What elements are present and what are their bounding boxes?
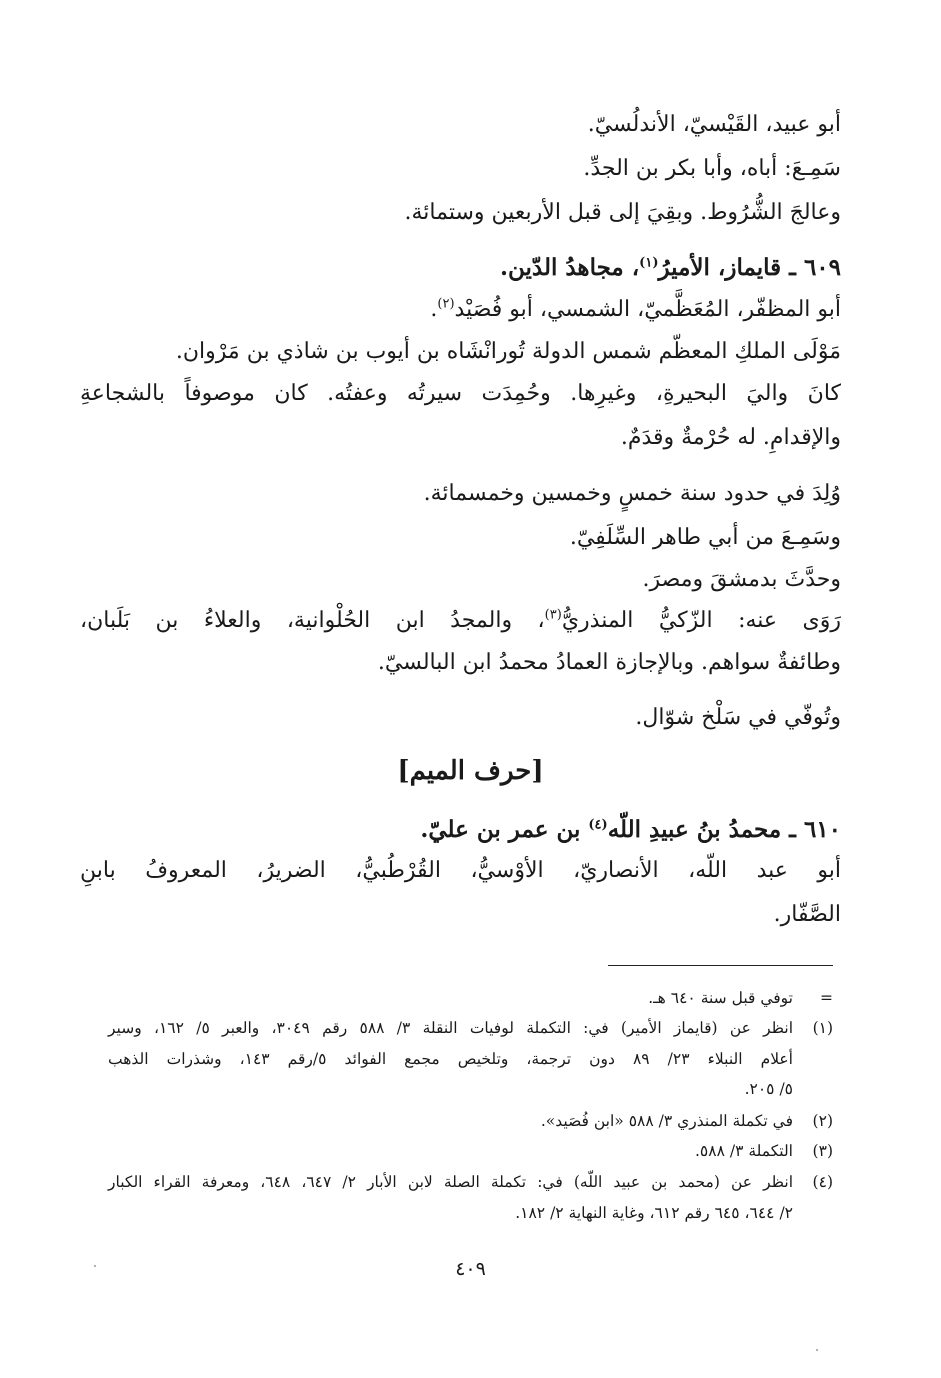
body-line: أبو عبيد، القَيْسيّ، الأندلُسيّ. xyxy=(587,112,841,137)
footnote-text: في تكملة المنذري ٣/ ٥٨٨ «ابن فُصَيد». xyxy=(540,1112,793,1130)
footnote xyxy=(108,1109,833,1133)
footnote-text: انظر عن (قايماز الأمير) في: التكملة لوفيات النقلة ٣/ ٥٨٨ رقم ٣٠٤٩، والعبر ٥/ ١٦٢، وسير xyxy=(108,1019,794,1037)
entry-heading-610 xyxy=(100,815,841,845)
body-text-span: . xyxy=(430,297,438,322)
entry-heading-text: ٦٠٩ ـ قايماز، الأميرُ xyxy=(658,254,841,281)
scan-speck xyxy=(816,1349,818,1351)
body-line: وسَمِـعَ من أبي طاهر السِّلَفِيّ. xyxy=(569,525,841,550)
footnote-number: (١) xyxy=(812,1019,834,1037)
footnote-number: (٢) xyxy=(812,1112,833,1130)
body-line: مَوْلَى الملكِ المعظّم شمس الدولة تُورانْشَاه بن أيوب بن شاذي بن مَرْوان. xyxy=(175,339,841,364)
footnote-number: (٣) xyxy=(812,1142,833,1160)
body-line: والإقدامِ. له حُرْمةٌ وقدَمٌ. xyxy=(620,425,841,450)
footnote-continuation: ٥/ ٢٠٥. xyxy=(744,1080,793,1098)
footnote-number: (٤) xyxy=(812,1173,833,1191)
body-text-span: رَوَى عنه: الزّكيُّ المنذريُّ xyxy=(561,608,841,633)
footnote-divider xyxy=(608,965,833,966)
entry-heading-609 xyxy=(100,253,841,283)
footnote xyxy=(108,1016,833,1040)
body-text-span: أبو المظفّر، المُعَظَّميّ، الشمسي، أبو فُصَيْد xyxy=(454,297,841,322)
footnote-text: التكملة ٣/ ٥٨٨. xyxy=(694,1142,793,1160)
section-heading: [حرف الميم] xyxy=(397,756,544,786)
body-line: أبو عبد اللّه، الأنصاريّ، الأوْسيُّ، القُرْطُبيُّ، الضريرُ، المعروفُ بابنِ xyxy=(80,858,841,883)
scan-speck xyxy=(94,1265,96,1267)
footnote-text: توفي قبل سنة ٦٤٠ هـ. xyxy=(648,989,793,1007)
footnote xyxy=(108,986,833,1010)
footnote-text: انظر عن (محمد بن عبيد اللّه) في: تكملة الصلة لابن الأبار ٢/ ٦٤٧، ٦٤٨، ومعرفة القراء الكبار xyxy=(108,1173,793,1191)
body-line: الصَّفّار. xyxy=(773,902,841,927)
body-line: وُلِدَ في حدود سنة خمسٍ وخمسين وخمسمائة. xyxy=(423,481,841,506)
entry-heading-text: ٦١٠ ـ محمدُ بنُ عبيدِ اللّه xyxy=(607,816,841,843)
body-line: وتُوفّي في سَلْخ شوّال. xyxy=(635,705,841,730)
footnote-ref-3: (٣) xyxy=(544,607,562,623)
body-line: وعالجَ الشُّرُوط. وبقِيَ إلى قبل الأربعين وستمائة. xyxy=(404,200,841,225)
footnote xyxy=(108,1170,833,1194)
entry-heading-text: بن عمر بن عليّ. xyxy=(420,816,589,843)
footnote-continuation: أعلام النبلاء ٢٣/ ٨٩ دون ترجمة، وتلخيص مجمع الفوائد ٥/رقم ١٤٣، وشذرات الذهب xyxy=(108,1050,793,1068)
page-number: ٤٠٩ xyxy=(455,1258,486,1280)
body-line: سَمِـعَ: أباه، وأبا بكر بن الجدِّ. xyxy=(583,156,841,181)
footnote-ref-4: (٤) xyxy=(588,817,608,833)
footnote-continuation: ٢/ ٦٤٤، ٦٤٥ رقم ٦١٢، وغاية النهاية ٢/ ١٨٢. xyxy=(515,1204,793,1222)
body-line: وطائفةٌ سواهم. وبالإجازة العمادُ محمدُ ابن البالسيّ. xyxy=(377,650,841,675)
body-text-span: ، والمجدُ ابن الحُلْوانية، والعلاءُ بن بَلَبان، xyxy=(80,608,545,633)
body-line xyxy=(80,606,841,636)
footnote-number: = xyxy=(820,989,833,1007)
footnote-ref-2: (٢) xyxy=(437,296,455,312)
footnote-ref-1: (١) xyxy=(639,255,659,271)
entry-heading-text: ، مجاهدُ الدّين. xyxy=(499,254,640,281)
footnote xyxy=(108,1139,833,1163)
body-line: كانَ واليَ البحيرةِ، وغيرِها. وحُمِدَت سيرتُه وعفتُه. كان موصوفاً بالشجاعةِ xyxy=(80,381,841,406)
body-line xyxy=(100,295,841,325)
body-line: وحدَّثَ بدمشقَ ومصرَ. xyxy=(642,567,841,592)
